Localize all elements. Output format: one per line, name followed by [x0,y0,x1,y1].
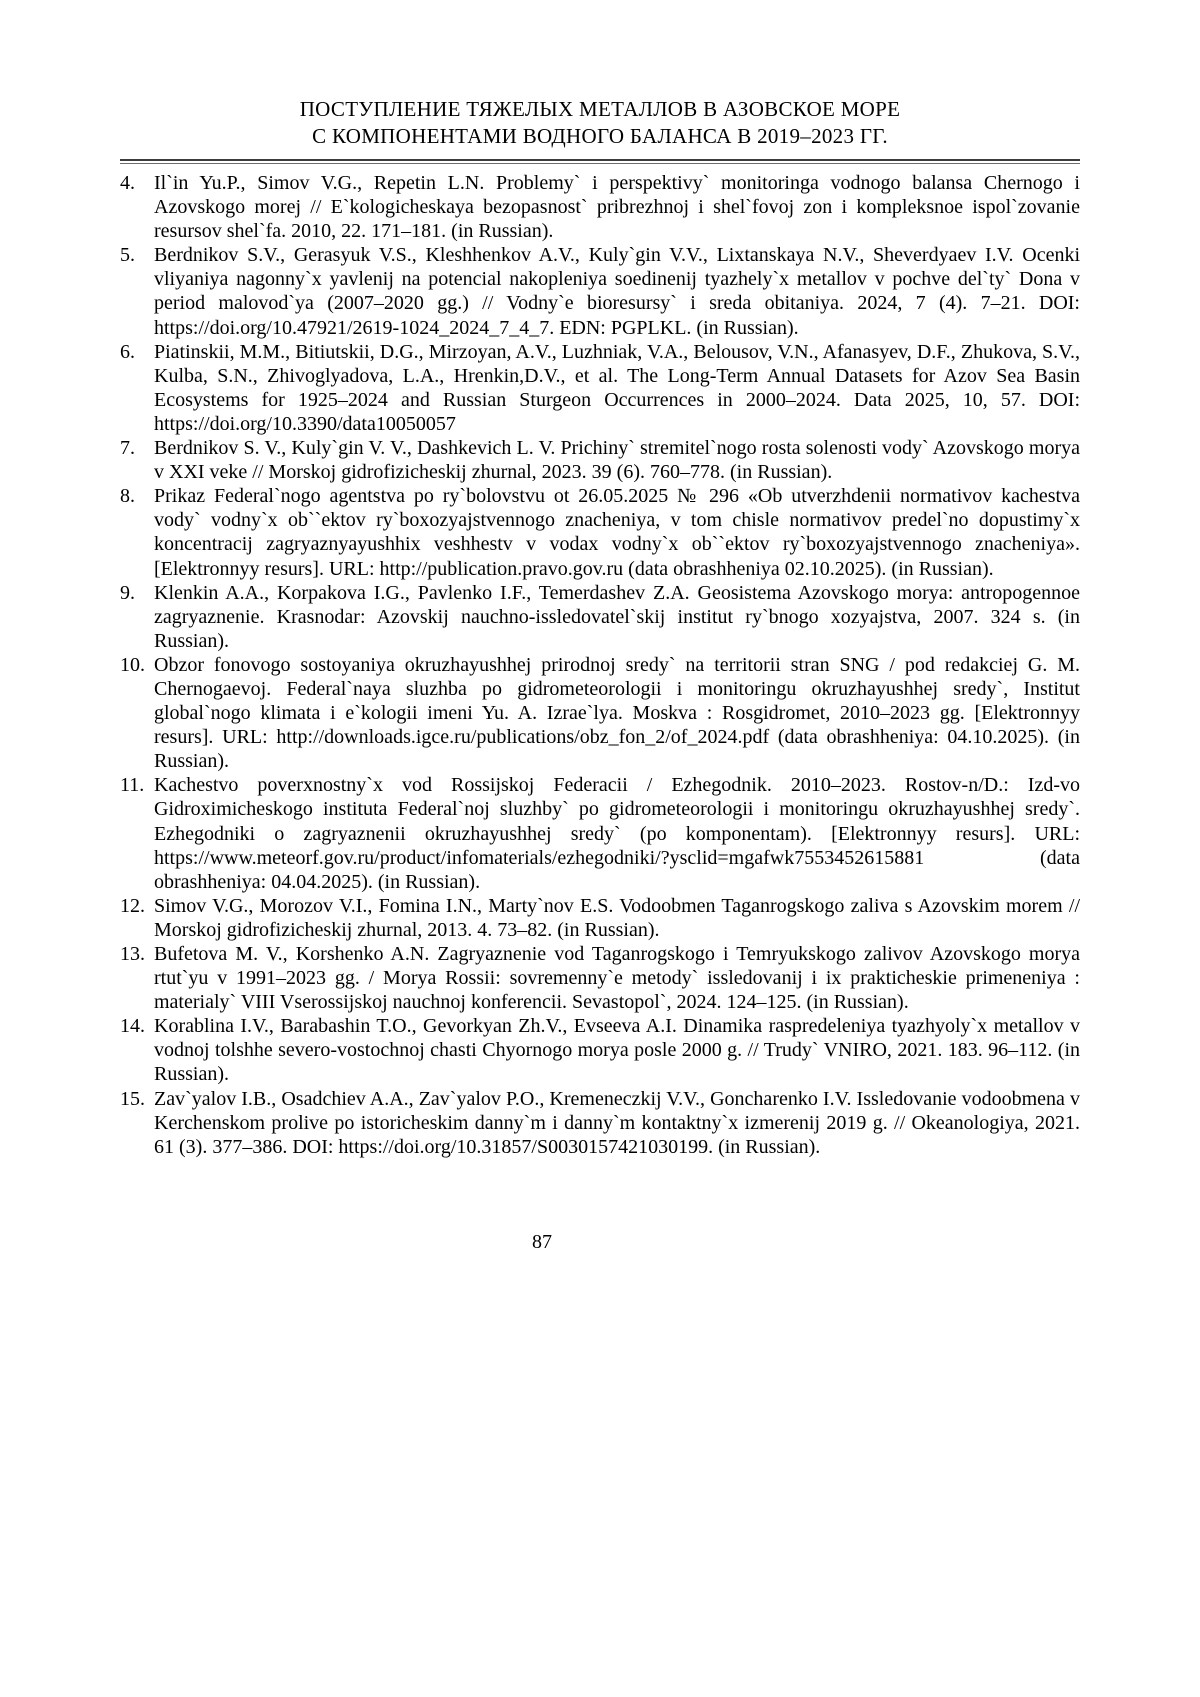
reference-item-14 [120,1014,1080,1086]
reference-item-15 [120,1087,1080,1159]
reference-text: Simov V.G., Morozov V.I., Fomina I.N., Marty`nov E.S. Vodoobmen Taganrogskogo zaliva s Azovskim morem // Morskoj gidrofizicheskij zhurnal, 2013. 4. 73–82. (in Russian). [154,894,1080,941]
reference-number: 6. [120,340,135,363]
reference-text: Bufetova M. V., Korshenko A.N. Zagryaznenie vod Taganrogskogo i Temryukskogo zalivov Azovskogo morya rtut`yu v 1991–2023 gg. / Morya Rossii: sovremenny`e metody` issledovanij i ix prakticheskie primeneniya : materialy` VIII Vserossijskoj nauchnoj konferencii. Sevastopol`, 2024. 124–125. (in Russian). [154,943,1080,1014]
running-head-line-1: ПОСТУПЛЕНИЕ ТЯЖЕЛЫХ МЕТАЛЛОВ В АЗОВСКОЕ МОРЕ [299,97,901,121]
reference-text: Berdnikov S. V., Kuly`gin V. V., Dashkevich L. V. Prichiny` stremitel`nogo rosta solenosti vody` Azovskogo morya v XXI veke // Morskoj gidrofizicheskij zhurnal, 2023. 39 (6). 760–778. (in Russian). [154,437,1080,484]
reference-item-13 [120,942,1080,1014]
reference-item-9 [120,581,1080,653]
reference-number: 8. [120,485,135,508]
running-head-line-2: С КОМПОНЕНТАМИ ВОДНОГО БАЛАНСА В 2019–2023 ГГ. [312,124,888,148]
reference-text: Prikaz Federal`nogo agentstva po ry`bolovstvu ot 26.05.2025 № 296 «Ob utverzhdenii normativov kachestva vody` vodny`x ob``ektov ry`boxozyajstvennogo znacheniya, v tom chisle normativov predel`no dopustimy`x koncentracij zagryaznyayushhix veshhestv v vodax vodny`x ob``ektov ry`boxozyajstvennogo znacheniya». [Elektronnyy resurs]. URL: http://publication.pravo.gov.ru (data obrashheniya 02.10.2025). (in Russian). [154,485,1080,580]
reference-text: Zav`yalov I.B., Osadchiev A.A., Zav`yalov P.O., Kremeneczkij V.V., Goncharenko I.V. Issledovanie vodoobmena v Kerchenskom prolive po istoricheskim danny`m i danny`m kontaktny`x izmerenij 2019 g. // Okeanologiya, 2021. 61 (3). 377–386. DOI: https://doi.org/10.31857/S0030157421030199. (in Russian). [154,1087,1080,1158]
reference-number: 4. [120,172,135,194]
reference-item-11 [120,773,1080,893]
reference-item-7 [120,436,1080,484]
header-rule [120,159,1080,164]
reference-number: 5. [120,244,135,267]
reference-number: 13. [120,943,145,965]
reference-number: 9. [120,581,135,604]
reference-item-5 [120,243,1080,339]
reference-item-8 [120,484,1080,580]
reference-item-6 [120,340,1080,436]
reference-number: 15. [120,1087,145,1110]
running-head [120,96,1080,150]
page-number: 87 [532,1230,552,1253]
reference-number: 12. [120,894,145,917]
reference-text: Korablina I.V., Barabashin T.O., Gevorkyan Zh.V., Evseeva A.I. Dinamika raspredeleniya tyazhyoly`x metallov v vodnoj tolshhe severo-vostochnoj chasti Chyornogo morya posle 2000 g. // Trudy` VNIRO, 2021. 183. 96–112. (in Russian). [154,1015,1080,1086]
reference-text: Piatinskii, M.M., Bitiutskii, D.G., Mirzoyan, A.V., Luzhniak, V.A., Belousov, V.N., Afanasyev, D.F., Zhukova, S.V., Kulba, S.N., Zhivoglyadova, L.A., Hrenkin,D.V., et al. The Long-Term Annual Datasets for Azov Sea Basin Ecosystems for 1925–2024 and Russian Sturgeon Occurrences in 2000–2024. Data 2025, 10, 57. DOI: https://doi.org/10.3390/data10050057 [154,340,1080,435]
reference-number: 14. [120,1015,145,1038]
references-list [120,171,1080,1159]
reference-number: 10. [120,653,145,676]
reference-text: Kachestvo poverxnostny`x vod Rossijskoj Federacii / Ezhegodnik. 2010–2023. Rostov-n/D.: Izd-vo Gidroximicheskogo instituta Federal`noj sluzhby` po gidrometeorologii i monitoringu okruzhayushhej sredy`. Ezhegodniki o zagryaznenii okruzhayushhej sredy` (po komponentam). [Elektronnyy resurs]. URL: https://www.meteorf.gov.ru/product/infomaterials/ezhegodniki/?ysclid=mgafwk7553452615881 (data obrashheniya: 04.04.2025). (in Russian). [154,774,1080,893]
reference-text: Il`in Yu.P., Simov V.G., Repetin L.N. Problemy` i perspektivy` monitoringa vodnogo balansa Chernogo i Azovskogo morej // E`kologicheskaya bezopasnost` pribrezhnoj i shel`fovoj zon i kompleksnoe ispol`zovanie resursov shel`fa. 2010, 22. 171–181. (in Russian). [154,172,1080,243]
reference-item-12 [120,894,1080,942]
reference-text: Klenkin A.A., Korpakova I.G., Pavlenko I.F., Temerdashev Z.A. Geosistema Azovskogo morya: antropogennoe zagryaznenie. Krasnodar: Azovskij nauchno-issledovatel`skij institut ry`bnogo xozyajstva, 2007. 324 s. (in Russian). [154,581,1080,652]
reference-text: Obzor fonovogo sostoyaniya okruzhayushhej prirodnoj sredy` na territorii stran SNG / pod redakciej G. M. Chernogaevoj. Federal`naya sluzhba po gidrometeorologii i monitoringu okruzhayushhej sredy`, Institut global`nogo klimata i e`kologii imeni Yu. A. Izrae`lya. Moskva : Rosgidromet, 2010–2023 gg. [Elektronnyy resurs]. URL: http://downloads.igce.ru/publications/obz_fon_2/of_2024.pdf (data obrashheniya: 04.10.2025). (in Russian). [154,653,1080,773]
reference-number: 7. [120,437,135,460]
reference-number: 11. [120,774,145,797]
reference-text: Berdnikov S.V., Gerasyuk V.S., Kleshhenkov A.V., Kuly`gin V.V., Lixtanskaya N.V., Sheverdyaev I.V. Ocenki vliyaniya nagonny`x yavlenij na potencial nakopleniya soedinenij tyazhely`x metallov v pochve del`ty` Dona v period malovod`ya (2007–2020 gg.) // Vodny`e bioresursy` i sreda obitaniya. 2024, 7 (4). 7–21. DOI: https://doi.org/10.47921/2619-1024_2024_7_4_7. EDN: PGPLKL. (in Russian). [154,244,1080,339]
reference-item-4 [120,171,1080,243]
reference-item-10 [120,653,1080,773]
